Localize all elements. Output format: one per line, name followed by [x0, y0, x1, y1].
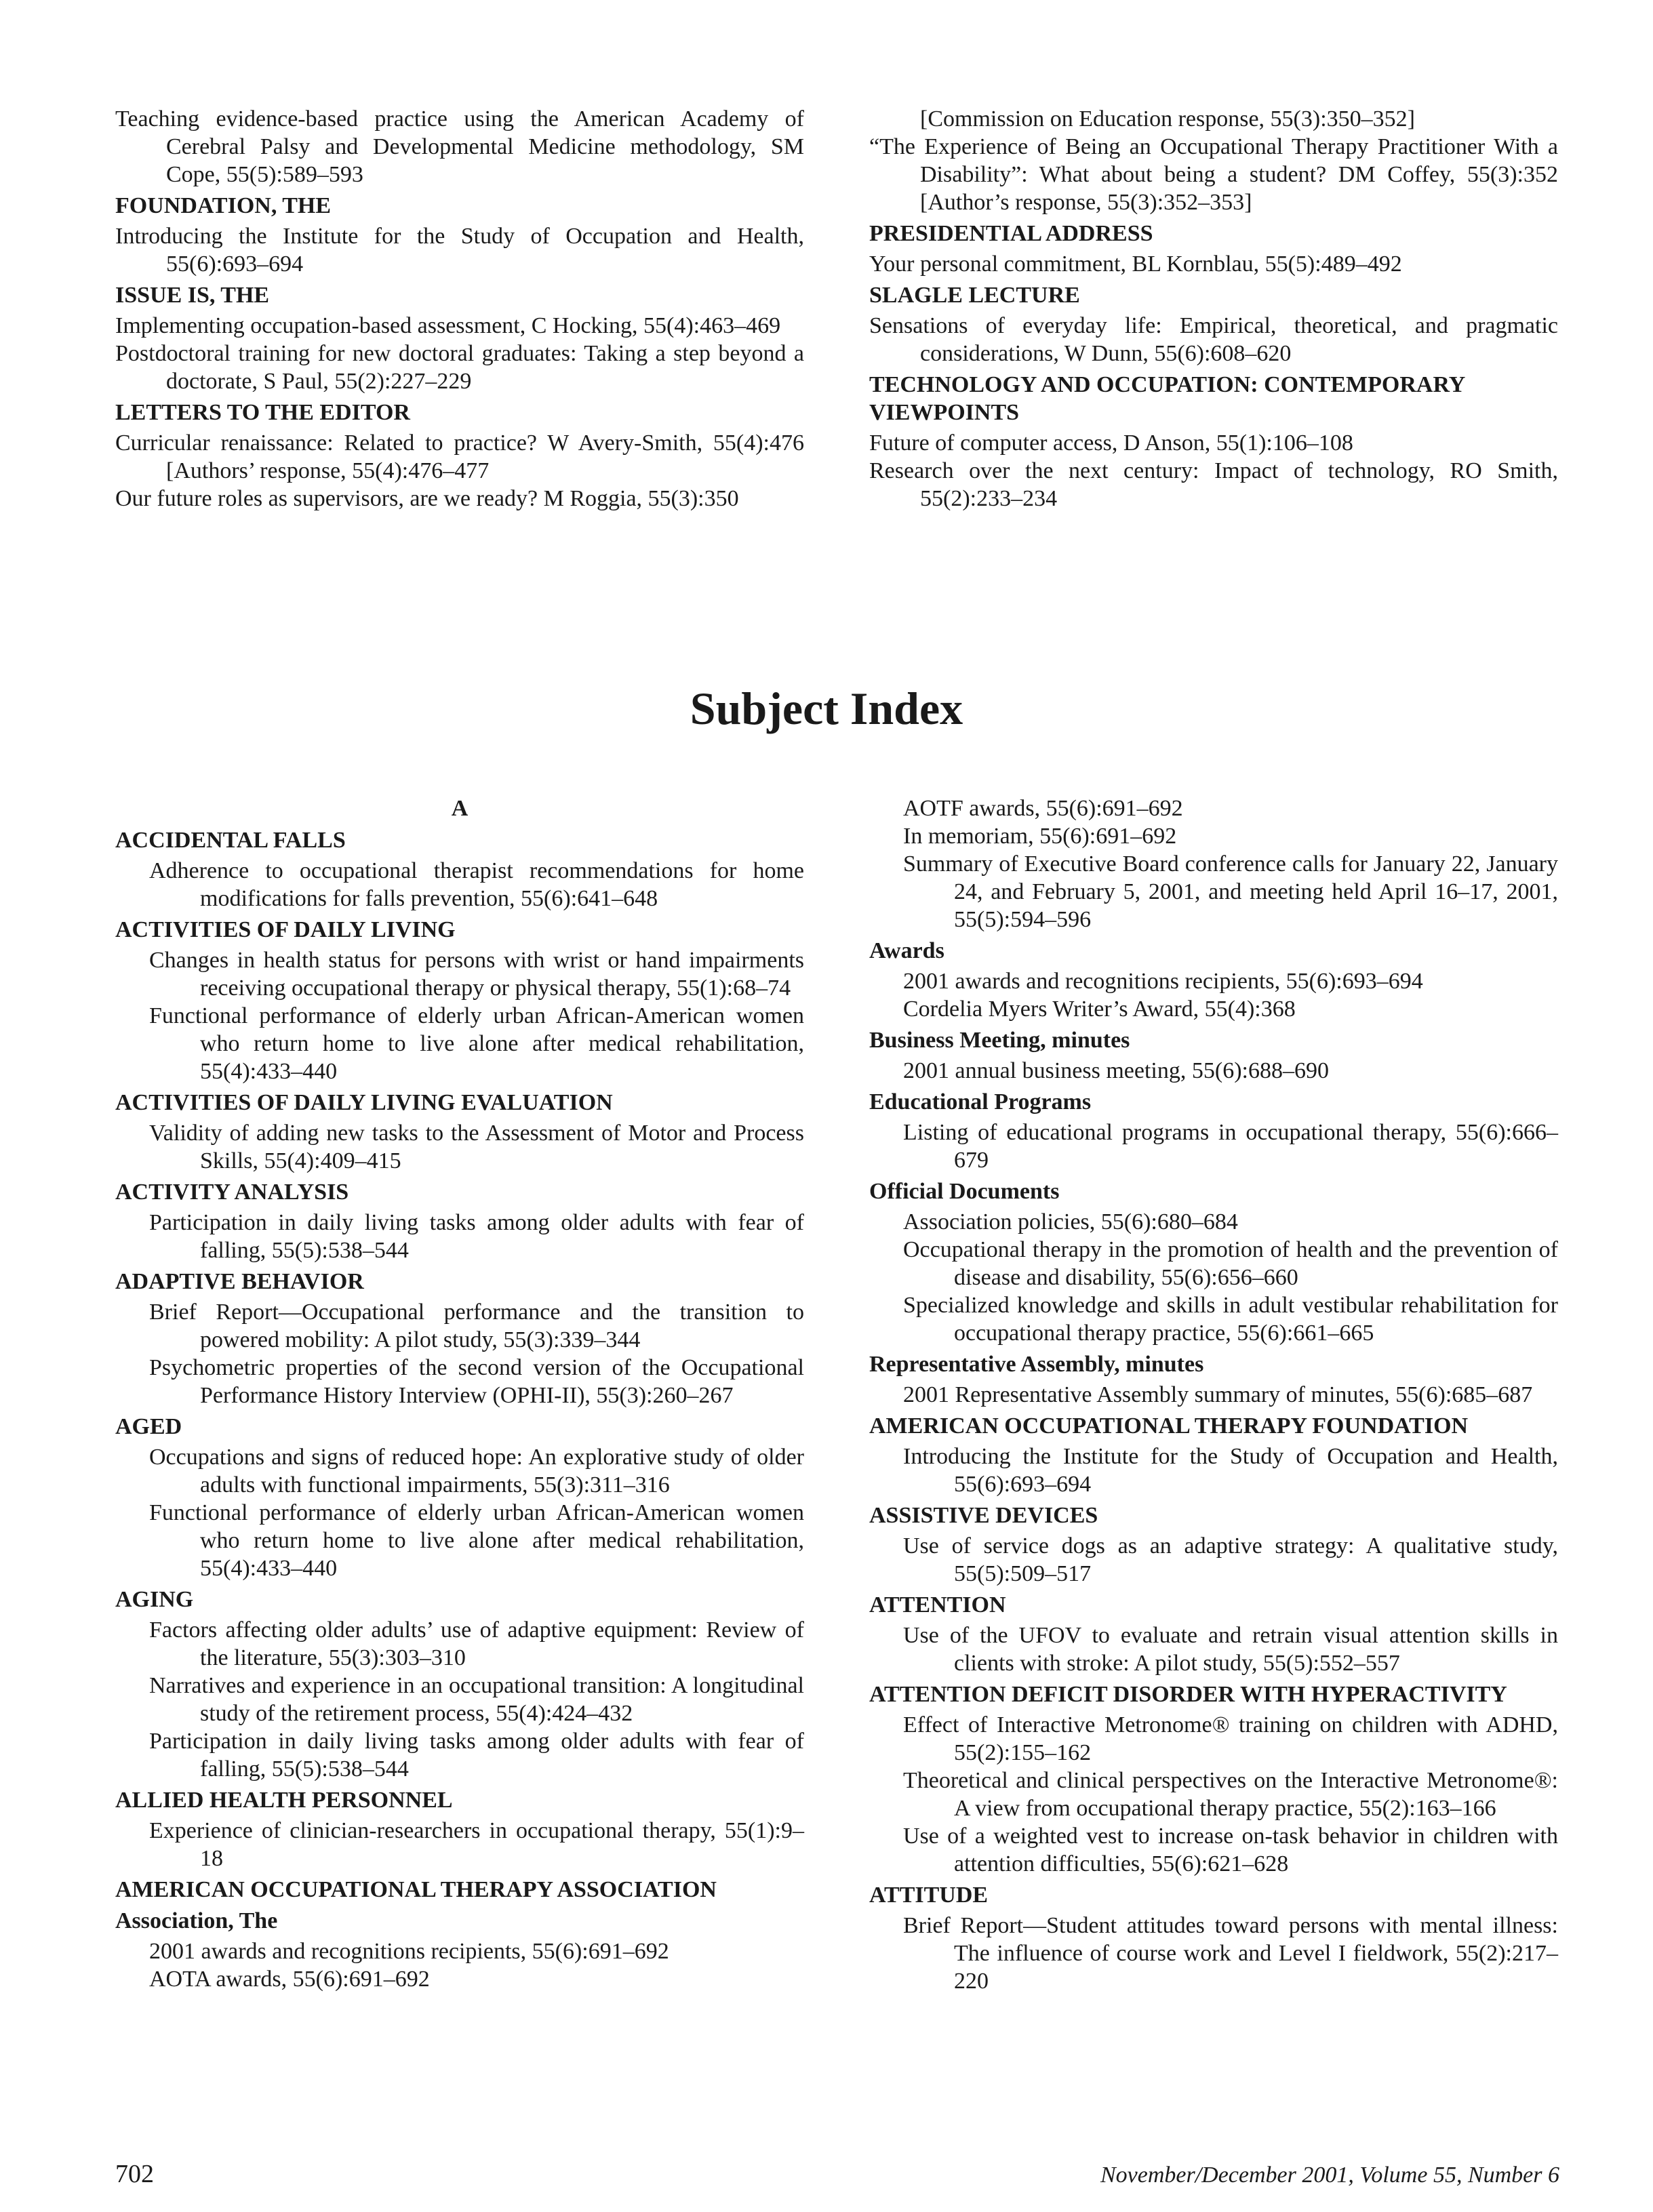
index-subentry: Cordelia Myers Writer’s Award, 55(4):368 — [903, 997, 1296, 1022]
index-subentry: Narratives and experience in an occupational transition: A longitudinal study of the retirement process, 55(4):424–432 — [149, 1673, 804, 1726]
index-subheading: Business Meeting, minutes — [869, 1028, 1130, 1053]
index-heading: ATTITUDE — [869, 1883, 989, 1908]
index-entry: Our future roles as supervisors, are we ready? M Roggia, 55(3):350 — [115, 486, 739, 511]
index-subentry: 2001 annual business meeting, 55(6):688–690 — [903, 1058, 1329, 1083]
page-number: 702 — [115, 2160, 154, 2188]
issue-citation: November/December 2001, Volume 55, Number 6 — [1100, 2163, 1559, 2188]
index-subentry: Adherence to occupational therapist recommendations for home modifications for falls prevention, 55(6):641–648 — [149, 858, 804, 911]
index-subheading: Educational Programs — [869, 1089, 1092, 1114]
index-subentry: Specialized knowledge and skills in adult vestibular rehabilitation for occupational therapy practice, 55(6):661–665 — [903, 1293, 1558, 1346]
index-subentry: Theoretical and clinical perspectives on the Interactive Metronome®: A view from occupational therapy practice, 55(2):163–166 — [903, 1768, 1558, 1821]
index-heading: ASSISTIVE DEVICES — [869, 1503, 1098, 1528]
index-subentry: Factors affecting older adults’ use of adaptive equipment: Review of the literature, 55(3):303–310 — [149, 1617, 804, 1670]
index-entry: Curricular renaissance: Related to practice? W Avery-Smith, 55(4):476 [Authors’ response, 55(4):476–477 — [115, 430, 804, 483]
index-heading: AGING — [115, 1587, 194, 1612]
index-entry: Future of computer access, D Anson, 55(1):106–108 — [869, 430, 1353, 456]
index-entry: Introducing the Institute for the Study of Occupation and Health, 55(6):693–694 — [115, 224, 804, 277]
index-subentry: Brief Report—Occupational performance and the transition to powered mobility: A pilot study, 55(3):339–344 — [149, 1300, 804, 1352]
index-subentry: 2001 awards and recognitions recipients, 55(6):693–694 — [903, 969, 1423, 994]
index-subentry: Functional performance of elderly urban African-American women who return home to live alone after medical rehabilitation, 55(4):433–440 — [149, 1003, 804, 1084]
index-entry: [Commission on Education response, 55(3):350–352] — [920, 106, 1415, 132]
index-subentry: Introducing the Institute for the Study of Occupation and Health, 55(6):693–694 — [903, 1444, 1558, 1497]
index-entry: Sensations of everyday life: Empirical, theoretical, and pragmatic considerations, W Dunn, 55(6):608–620 — [869, 313, 1558, 366]
index-heading: ALLIED HEALTH PERSONNEL — [115, 1788, 453, 1813]
index-subentry: Functional performance of elderly urban African-American women who return home to live alone after medical rehabilitation, 55(4):433–440 — [149, 1500, 804, 1581]
index-heading: LETTERS TO THE EDITOR — [115, 400, 410, 425]
index-subentry: Participation in daily living tasks among older adults with fear of falling, 55(5):538–544 — [149, 1729, 804, 1782]
index-heading: TECHNOLOGY AND OCCUPATION: CONTEMPORARY VIEWPOINTS — [869, 372, 1465, 425]
index-subentry: Occupations and signs of reduced hope: An explorative study of older adults with functional impairments, 55(3):311–316 — [149, 1445, 804, 1497]
index-subentry: 2001 Representative Assembly summary of minutes, 55(6):685–687 — [903, 1382, 1533, 1407]
index-heading: AMERICAN OCCUPATIONAL THERAPY FOUNDATION — [869, 1413, 1469, 1439]
index-letter: A — [451, 796, 469, 821]
index-heading: ATTENTION — [869, 1592, 1006, 1617]
index-entry: Research over the next century: Impact of technology, RO Smith, 55(2):233–234 — [869, 458, 1558, 511]
index-entry: Implementing occupation-based assessment, C Hocking, 55(4):463–469 — [115, 313, 781, 338]
index-heading: ADAPTIVE BEHAVIOR — [115, 1269, 364, 1294]
index-heading: ATTENTION DEFICIT DISORDER WITH HYPERACTIVITY — [869, 1682, 1507, 1707]
index-heading: ACCIDENTAL FALLS — [115, 828, 346, 853]
index-entry: Your personal commitment, BL Kornblau, 55(5):489–492 — [869, 252, 1402, 277]
index-subentry: In memoriam, 55(6):691–692 — [903, 824, 1177, 849]
index-heading: AGED — [115, 1414, 182, 1439]
index-subheading: Awards — [869, 938, 944, 963]
index-subentry: Occupational therapy in the promotion of health and the prevention of disease and disability, 55(6):656–660 — [903, 1237, 1558, 1290]
index-subheading: Representative Assembly, minutes — [869, 1352, 1204, 1377]
index-subentry: Summary of Executive Board conference calls for January 22, January 24, and February 5, 2001, and meeting held April 16–17, 2001, 55(5):594–596 — [903, 851, 1558, 932]
index-subentry: Use of a weighted vest to increase on-task behavior in children with attention difficulties, 55(6):621–628 — [903, 1824, 1558, 1876]
index-heading: AMERICAN OCCUPATIONAL THERAPY ASSOCIATION — [115, 1877, 717, 1902]
top-left-column — [115, 105, 804, 512]
index-heading: ACTIVITIES OF DAILY LIVING EVALUATION — [115, 1090, 613, 1115]
index-heading: ACTIVITY ANALYSIS — [115, 1180, 349, 1205]
index-heading: PRESIDENTIAL ADDRESS — [869, 221, 1153, 246]
index-subentry: Experience of clinician-researchers in occupational therapy, 55(1):9–18 — [149, 1818, 804, 1871]
index-right-column — [869, 795, 1558, 1995]
index-subheading: Official Documents — [869, 1179, 1060, 1204]
index-subentry: Use of the UFOV to evaluate and retrain visual attention skills in clients with stroke: A pilot study, 55(5):552–557 — [903, 1623, 1558, 1676]
index-left-column — [115, 795, 804, 1993]
index-heading: SLAGLE LECTURE — [869, 283, 1080, 308]
index-entry: Teaching evidence-based practice using the American Academy of Cerebral Palsy and Developmental Medicine methodology, SM Cope, 55(5):589–593 — [115, 106, 804, 187]
index-subentry: Listing of educational programs in occupational therapy, 55(6):666–679 — [903, 1120, 1558, 1173]
page-title: Subject Index — [690, 683, 963, 734]
index-subentry: Use of service dogs as an adaptive strategy: A qualitative study, 55(5):509–517 — [903, 1533, 1558, 1586]
top-right-column — [869, 105, 1558, 512]
index-subentry: Brief Report—Student attitudes toward persons with mental illness: The influence of course work and Level I fieldwork, 55(2):217–220 — [903, 1913, 1558, 1994]
index-entry: Postdoctoral training for new doctoral graduates: Taking a step beyond a doctorate, S Paul, 55(2):227–229 — [115, 341, 804, 394]
index-subentry: 2001 awards and recognitions recipients, 55(6):691–692 — [149, 1939, 669, 1964]
index-heading: ISSUE IS, THE — [115, 283, 270, 308]
index-subentry: Effect of Interactive Metronome® training on children with ADHD, 55(2):155–162 — [903, 1712, 1558, 1765]
index-entry: “The Experience of Being an Occupational Therapy Practitioner With a Disability”: What about being a student? DM Coffey, 55(3):352 [Author’s response, 55(3):352–353] — [869, 134, 1558, 215]
index-subentry: AOTA awards, 55(6):691–692 — [149, 1967, 430, 1992]
index-subentry: Validity of adding new tasks to the Assessment of Motor and Process Skills, 55(4):409–415 — [149, 1121, 804, 1173]
index-heading: FOUNDATION, THE — [115, 193, 332, 218]
index-subentry: Association policies, 55(6):680–684 — [903, 1209, 1238, 1234]
index-subentry: Psychometric properties of the second version of the Occupational Performance History Interview (OPHI-II), 55(3):260–267 — [149, 1355, 804, 1408]
index-subheading: Association, The — [115, 1908, 278, 1933]
index-subentry: Changes in health status for persons with wrist or hand impairments receiving occupational therapy or physical therapy, 55(1):68–74 — [149, 948, 804, 1001]
index-subentry: AOTF awards, 55(6):691–692 — [903, 796, 1183, 821]
index-heading: ACTIVITIES OF DAILY LIVING — [115, 917, 456, 942]
index-subentry: Participation in daily living tasks among older adults with fear of falling, 55(5):538–544 — [149, 1210, 804, 1263]
